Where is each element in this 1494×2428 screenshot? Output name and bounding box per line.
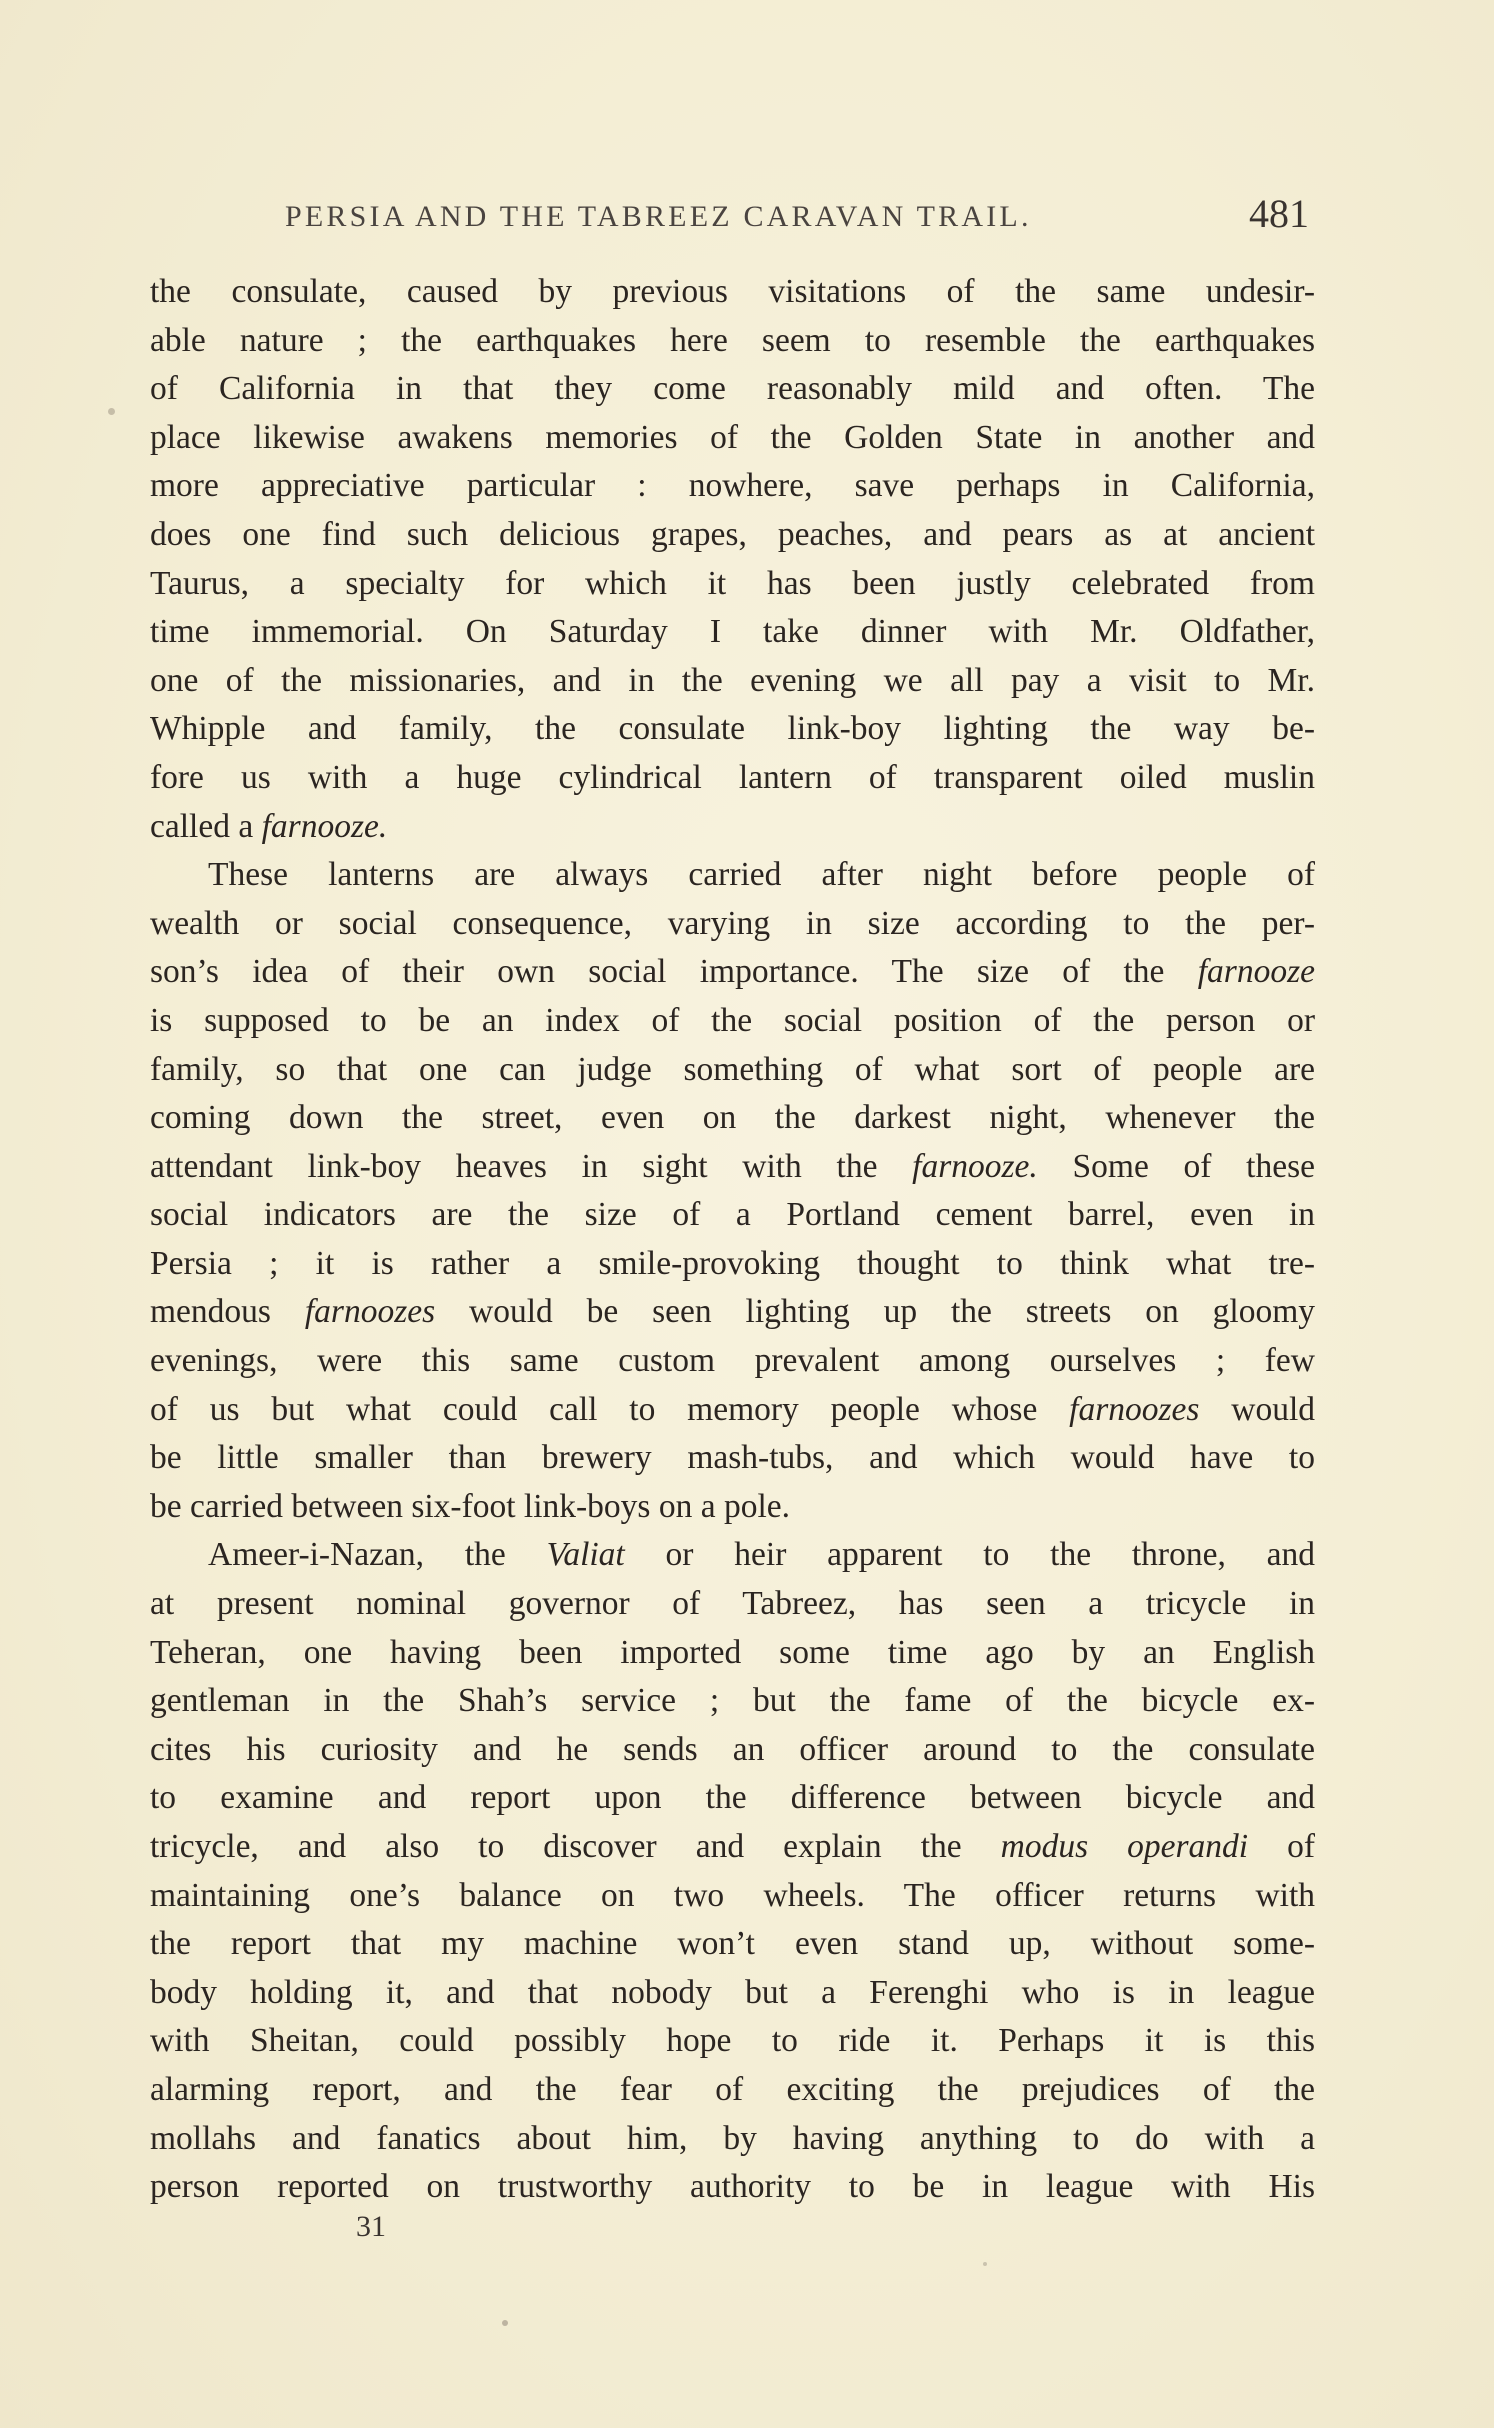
text-line	[150, 1872, 1315, 1921]
text-line	[150, 1677, 1315, 1726]
text-line	[150, 511, 1315, 560]
text-segment: Ameer-i-Nazan, the	[208, 1536, 547, 1574]
text-segment: son’s idea of their own social importance. The size of the	[150, 953, 1198, 991]
text-segment: tricycle, and also to discover and explain the	[150, 1828, 1001, 1865]
text-segment: Whipple and family, the consulate link-boy lighting the way be-	[150, 710, 1315, 748]
text-line	[150, 414, 1315, 463]
italic-text: farnooze.	[261, 807, 388, 845]
text-segment: mendous	[150, 1293, 305, 1331]
text-segment: Persia ; it is rather a smile-provoking thought to think what tre-	[150, 1244, 1315, 1282]
text-segment: fore us with a huge cylindrical lantern of transparent oiled muslin	[150, 758, 1315, 796]
text-line	[150, 1774, 1315, 1823]
text-segment: Taurus, a specialty for which it has been justly celebrated from	[150, 564, 1315, 602]
text-line	[150, 1580, 1315, 1629]
text-line	[150, 997, 1315, 1046]
text-line	[150, 754, 1315, 803]
text-segment: social indicators are the size of a Portland cement barrel, even in	[150, 1196, 1315, 1234]
text-line	[150, 560, 1315, 609]
text-line	[150, 2066, 1315, 2115]
text-segment: place likewise awakens memories of the Golden State in another and	[150, 418, 1315, 456]
text-line	[150, 1046, 1315, 1095]
text-segment: one of the missionaries, and in the evening we all pay a visit to Mr.	[150, 661, 1315, 699]
text-segment: able nature ; the earthquakes here seem to resemble the earthquakes	[150, 321, 1315, 359]
paper-speck	[502, 2320, 508, 2326]
text-segment: alarming report, and the fear of exciting the prejudices of the	[150, 2070, 1315, 2108]
text-line	[150, 1531, 1315, 1580]
text-line	[150, 2017, 1315, 2066]
text-segment: coming down the street, even on the darkest night, whenever the	[150, 1099, 1315, 1137]
text-line	[150, 1191, 1315, 1240]
text-segment: the consulate, caused by previous visitations of the same undesir-	[150, 273, 1315, 310]
running-title: PERSIA AND THE TABREEZ CARAVAN TRAIL.	[285, 200, 1032, 233]
text-line	[150, 900, 1315, 949]
text-segment: be carried between six-foot link-boys on a pole.	[150, 1487, 791, 1525]
text-segment: with Sheitan, could possibly hope to ride it. Perhaps it is this	[150, 2022, 1315, 2060]
text-segment: of us but what could call to memory people whose	[150, 1390, 1070, 1428]
text-segment: gentleman in the Shah’s service ; but the fame of the bicycle ex-	[150, 1682, 1315, 1720]
text-segment: does one find such delicious grapes, peaches, and pears as at ancient	[150, 515, 1315, 553]
italic-text: farnooze	[1197, 953, 1315, 991]
italic-text: farnooze.	[912, 1147, 1038, 1185]
text-segment: mollahs and fanatics about him, by having anything to do with a	[150, 2119, 1315, 2157]
text-segment: at present nominal governor of Tabreez, has seen a tricycle in	[150, 1585, 1315, 1623]
italic-text: farnoozes	[304, 1293, 436, 1331]
text-line	[150, 705, 1315, 754]
text-segment: to examine and report upon the difference between bicycle and	[150, 1779, 1315, 1817]
text-line	[150, 608, 1315, 657]
text-segment: maintaining one’s balance on two wheels. The officer returns with	[150, 1876, 1315, 1914]
text-line	[150, 1969, 1315, 2018]
text-line	[150, 1386, 1315, 1435]
text-line	[150, 1143, 1315, 1192]
paper-speck	[108, 408, 115, 415]
text-segment: more appreciative particular : nowhere, save perhaps in California,	[150, 467, 1315, 505]
text-segment: evenings, were this same custom prevalent among ourselves ; few	[150, 1342, 1315, 1380]
text-segment: the report that my machine won’t even stand up, without some-	[150, 1925, 1315, 1963]
text-segment: Some of these	[1037, 1147, 1315, 1185]
text-line	[150, 851, 1315, 900]
italic-text: Valiat	[546, 1536, 625, 1574]
text-segment: attendant link-boy heaves in sight with the	[150, 1147, 913, 1185]
signature-mark: 31	[356, 2210, 386, 2243]
text-line	[150, 1094, 1315, 1143]
text-line	[150, 1337, 1315, 1386]
text-segment: family, so that one can judge something of what sort of people are	[150, 1050, 1315, 1088]
running-head	[150, 190, 1315, 240]
text-line	[150, 462, 1315, 511]
text-segment: body holding it, and that nobody but a Ferenghi who is in league	[150, 1973, 1315, 2011]
text-segment: person reported on trustworthy authority to be in league with His	[150, 2168, 1315, 2206]
text-segment: These lanterns are always carried after night before people of	[208, 856, 1315, 894]
text-line	[150, 268, 1315, 317]
italic-text: farnoozes	[1069, 1390, 1200, 1428]
text-segment: of California in that they come reasonably mild and often. The	[150, 370, 1315, 408]
text-line	[150, 317, 1315, 366]
text-line	[150, 1920, 1315, 1969]
text-segment: would	[1199, 1390, 1315, 1428]
text-segment: wealth or social consequence, varying in size according to the per-	[150, 904, 1315, 942]
text-line	[150, 1288, 1315, 1337]
text-line	[150, 2163, 1315, 2212]
italic-text: modus operandi	[1000, 1828, 1249, 1865]
text-segment: cites his curiosity and he sends an officer around to the consulate	[150, 1730, 1315, 1768]
text-line	[150, 1483, 1315, 1532]
text-segment: of	[1248, 1828, 1315, 1865]
text-line	[150, 1726, 1315, 1775]
text-segment: be little smaller than brewery mash-tubs, and which would have to	[150, 1439, 1315, 1477]
text-segment: time immemorial. On Saturday I take dinner with Mr. Oldfather,	[150, 613, 1315, 651]
text-segment: would be seen lighting up the streets on gloomy	[435, 1293, 1315, 1331]
text-line	[150, 2115, 1315, 2164]
text-line	[150, 948, 1315, 997]
paper-speck	[983, 2262, 987, 2266]
text-segment: or heir apparent to the throne, and	[624, 1536, 1315, 1574]
text-segment: Teheran, one having been imported some time ago by an English	[150, 1633, 1315, 1671]
text-line	[150, 1823, 1315, 1872]
page-number: 481	[1249, 191, 1309, 236]
text-line	[150, 803, 1315, 852]
text-line	[150, 1629, 1315, 1678]
text-line	[150, 657, 1315, 706]
text-line	[150, 1240, 1315, 1289]
text-segment: is supposed to be an index of the social position of the person or	[150, 1001, 1315, 1039]
text-segment: called a	[150, 807, 262, 845]
body-text	[150, 268, 1315, 2212]
text-line	[150, 365, 1315, 414]
text-line	[150, 1434, 1315, 1483]
